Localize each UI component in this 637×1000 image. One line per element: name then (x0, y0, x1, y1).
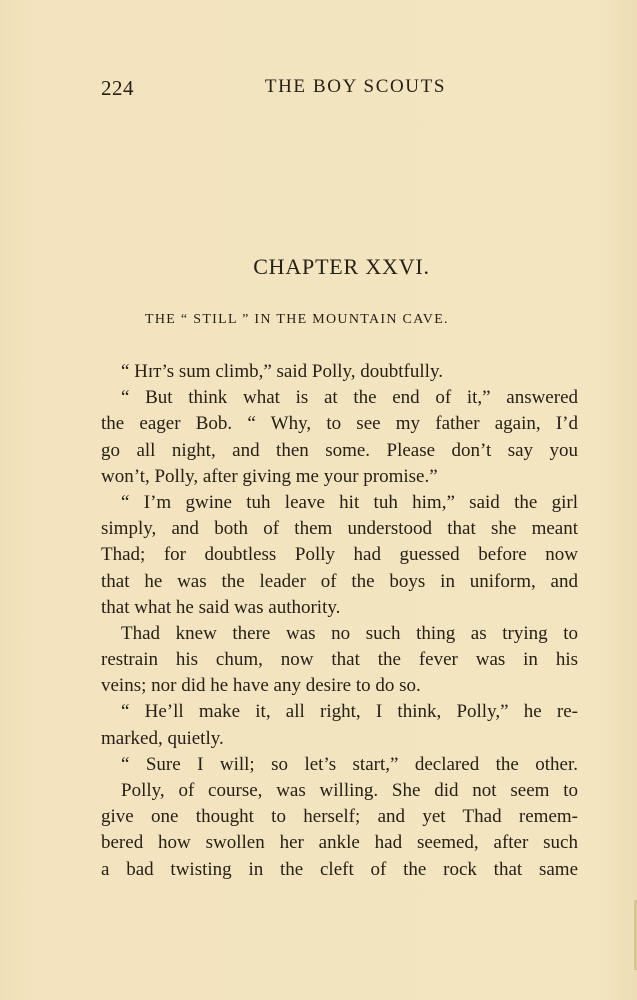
text-line: bered how swollen her ankle had seemed, after such (101, 832, 578, 854)
text-line: go all night, and then some. Please don’t say you (101, 439, 578, 461)
text-line: won’t, Polly, after giving me your promise.” (101, 465, 438, 487)
text-line: marked, quietly. (101, 727, 224, 749)
text-line: veins; nor did he have any desire to do so. (101, 675, 421, 697)
book-title: THE BOY SCOUTS (264, 76, 446, 97)
text-line: that he was the leader of the boys in uniform, and (101, 570, 578, 592)
text-line: Thad knew there was no such thing as trying to (121, 622, 578, 644)
chapter-subtitle: THE “ STILL ” IN THE MOUNTAIN CAVE. (145, 312, 449, 327)
text-line: “ But think what is at the end of it,” answered (121, 387, 578, 409)
text-line: Polly, of course, was willing. She did not seem to (121, 780, 578, 801)
text-line: “ He’ll make it, all right, I think, Polly,” he re- (121, 701, 578, 723)
chapter-heading: CHAPTER XXVI. (253, 254, 430, 279)
text-line: “ Sure I will; so let’s start,” declared the other. (121, 753, 578, 775)
text-line: a bad twisting in the cleft of the rock that same (101, 858, 578, 880)
text-line: “ I’m gwine tuh leave hit tuh him,” said the girl (121, 491, 578, 513)
text-line: simply, and both of them understood that she meant (101, 518, 578, 540)
text-line: that what he said was authority. (101, 596, 341, 618)
text-line: the eager Bob. “ Why, to see my father again, I’d (101, 413, 578, 435)
body-text (101, 359, 578, 883)
text-line: Thad; for doubtless Polly had guessed before now (101, 544, 578, 566)
page-number: 224 (101, 76, 134, 100)
text-line: give one thought to herself; and yet Thad remem- (101, 806, 578, 828)
running-head (101, 76, 446, 104)
text-line: restrain his chum, now that the fever was in his (101, 649, 578, 671)
text-line: “ Hɪᴛ’s sum climb,” said Polly, doubtfully. (121, 361, 443, 382)
